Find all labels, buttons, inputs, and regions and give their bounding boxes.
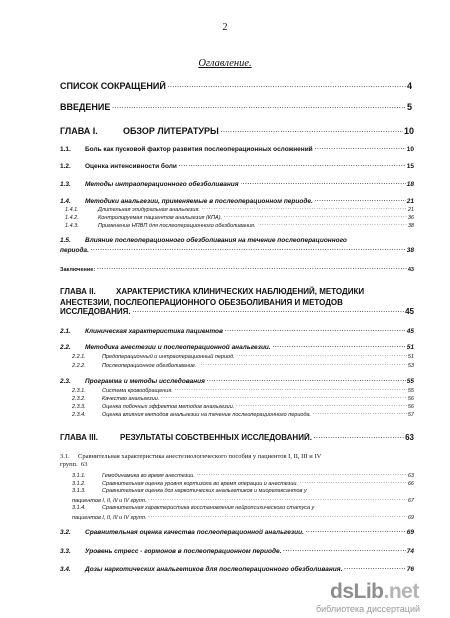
toc-entry-label: ОБЗОР ЛИТЕРАТУРЫ [123,126,219,136]
toc-entry-label: Методика анестезии и послеоперационной анальгезии. [85,344,271,351]
toc-entry-page: 63 [407,473,414,479]
toc-entry-page: 76 [406,566,414,573]
toc-entry-number: 2.3.2. [72,396,86,402]
toc-entry-number: ГЛАВА I. [60,126,98,136]
toc-entry[interactable] [72,352,414,360]
toc-entry-label: Методы интраоперационного обезболивания [85,181,239,188]
toc-entry-label: ХАРАКТЕРИСТИКА КЛИНИЧЕСКИХ НАБЛЮДЕНИЙ, МЕТОДИКИ [116,287,365,296]
toc-entry-page: 51 [406,344,414,351]
toc-entry-number: 3.1.1. [72,473,86,479]
toc-entry-first-line [60,453,414,460]
toc-chapter[interactable] [60,433,414,442]
toc-entry-label: Сравнительная характеристика анестезиологического пособия у пациентов I, II, III и IV [78,453,322,460]
toc-entry-label-cont: пациентов I, II, III и IV групп. [72,515,147,521]
toc-chapter-title [60,286,414,308]
toc-entry-page: 45 [406,328,414,335]
toc-entry-label: Длительная эпидуральная анальгезия. [98,207,200,213]
toc-entry-page: 51 [407,354,414,360]
toc-entry-label: Сравнительная оценка уровня кортизола во время операции и анестезии. [102,481,298,487]
toc-entry-page: 56 [407,396,414,402]
toc-entry[interactable] [60,246,414,254]
toc-entry-number: 1.4. [60,198,71,205]
toc-entry-page: 66 [407,481,414,487]
toc-entry-page: 36 [407,215,414,221]
toc-entry-number: 1.4.1. [65,207,79,213]
page-number: 2 [222,22,228,33]
toc-entry-label: Оценка интенсивности боли [85,163,177,170]
toc-entry-label: Программа и методы исследования [85,378,205,385]
toc-entry-page: 53 [407,363,414,369]
toc-entry-label: Оценка влияния методов анальгезии на течение послеоперационного периода. [102,412,312,418]
toc-entry[interactable] [72,361,414,369]
toc-entry-number: 2.2.2. [72,363,86,369]
toc-entry-page: 69 [406,529,414,536]
toc-entry-page: 43 [407,267,414,273]
toc-entry[interactable] [60,180,414,188]
toc-entry-label: СПИСОК СОКРАЩЕНИЙ [60,81,166,91]
toc-entry-label: Сравнительная оценка качества послеоперационной анальгезии. [85,529,304,536]
toc-entry-number: 2.2.1. [72,354,86,360]
toc-title: Оглавление. [198,58,252,69]
toc-entry-page: 38 [406,247,414,254]
toc-entry-label-cont: ИССЛЕДОВАНИЯ. [60,307,131,316]
toc-entry[interactable] [60,81,412,91]
toc-entry-number: 2.3.1. [72,388,86,394]
toc-entry-page: 55 [407,388,414,394]
toc-entry-page: 45 [405,307,414,316]
toc-entry-page: 57 [407,412,414,418]
toc-entry-page: 74 [406,548,414,555]
toc-entry-number: 3.2. [60,529,71,536]
toc-entry-page: 15 [406,163,414,170]
toc-entry-label-cont: групп. [60,461,78,468]
toc-entry-number: ГЛАВА II. [60,287,96,296]
toc-entry-number: 3.3. [60,548,71,555]
toc-entry[interactable] [60,265,414,273]
toc-entry-number: 1.1. [60,146,71,153]
toc-entry-label: Система кровообращения. [102,388,173,394]
toc-entry-number: 1.4.3. [65,223,79,229]
toc-chapter[interactable] [60,126,414,136]
toc-entry[interactable] [65,221,414,229]
toc-entry-number: 1.5. [60,237,71,244]
toc-entry-label: Сравнительная характеристика восстановления нейропсихического статуса у [102,505,315,511]
toc-entry-label: РЕЗУЛЬТАТЫ СОБСТВЕННЫХ ИССЛЕДОВАНИЙ. [120,433,312,442]
toc-entry-label: Дозы наркотических анальгетиков для послеоперационного обезболивания. [85,566,343,573]
watermark-subtitle: библиотека диссертаций [316,604,421,614]
toc-entry-page: 55 [406,378,414,385]
toc-entry[interactable] [72,410,414,418]
toc-entry-page: 4 [406,81,412,91]
toc-entry[interactable] [72,394,414,402]
toc-entry-number: 3.1.2. [72,481,86,487]
toc-entry[interactable] [65,205,414,213]
toc-entry-label: Заключение: [60,267,96,273]
toc-entry-label: Качество анальгезии. [102,396,160,402]
toc-entry-page: 10 [406,146,414,153]
toc-entry[interactable] [72,386,414,394]
toc-entry-label: Контролируемая пациентом анальгезия (КПА). [98,215,223,221]
toc-entry-label: Влияние послеоперационного обезболивания на течение послеоперационного [85,237,347,244]
toc-entry-label: Гемодинамика во время анестезии. [102,473,195,479]
toc-entry[interactable] [60,145,414,153]
toc-entry[interactable] [72,513,414,521]
toc-entry-page: 5 [406,102,412,112]
toc-entry[interactable] [60,102,412,112]
toc-entry-first-line [72,505,414,511]
toc-entry-number: 2.3.4. [72,412,86,418]
toc-entry-number: 1.3. [60,181,71,188]
toc-chapter[interactable] [60,307,414,316]
toc-entry-page: 18 [406,181,414,188]
toc-entry-page: 21 [406,198,414,205]
toc-entry-number: 2.3. [60,378,71,385]
toc-entry-number: 3.1.3. [72,488,86,494]
toc-entry-number: 2.2. [60,344,71,351]
toc-entry-label-cont: АНЕСТЕЗИИ, ПОСЛЕОПЕРАЦИОННОГО ОБЕЗБОЛИВАНИЯ И МЕТОДОВ [60,298,343,307]
toc-entry-number: 2.3.3. [72,404,86,410]
toc-entry-first-line [60,237,414,244]
toc-entry-page: 67 [407,498,414,504]
toc-entry[interactable] [60,565,414,573]
toc-entry-label-cont: пациентов I, II, III и IV групп. [72,498,147,504]
toc-entry-page: 63 [80,461,88,468]
toc-entry-page: 69 [407,515,414,521]
toc-entry-label: Методики анальгезии, применяемые в послеоперационном периоде. [85,198,313,205]
toc-entry-number: 3.1. [60,453,70,460]
toc-entry[interactable] [60,377,414,385]
toc-entry-page: 63 [405,433,414,442]
toc-entry-label: ВВЕДЕНИЕ [60,102,111,112]
toc-entry-number: 1.2. [60,163,71,170]
toc-entry[interactable] [60,343,414,351]
toc-entry[interactable] [60,547,414,555]
toc-entry[interactable] [72,402,414,410]
toc-entry[interactable] [65,213,414,221]
toc-entry-page: 38 [407,223,414,229]
toc-entry-label: Применение НПВП для послеоперационного обезболивания. [98,223,256,229]
watermark-logo: dsLib.net [330,580,419,603]
toc-entry-label: Уровень стресс - гормонов в послеоперационном периоде. [85,548,282,555]
toc-entry-label: Оценка побочных эффектов методов анальгезии. [102,404,235,410]
toc-entry[interactable] [72,496,414,504]
toc-entry-page: 56 [407,404,414,410]
toc-entry-number: 2.1. [60,328,71,335]
toc-entry[interactable] [60,162,414,170]
toc-entry[interactable] [60,327,414,335]
toc-entry-number: 3.1.4. [72,505,86,511]
toc-entry-label: Боль как пусковой фактор развития послеоперационных осложнений [85,146,313,153]
toc-entry-label: Клиническая характеристика пациентов [85,328,223,335]
toc-entry[interactable] [60,528,414,536]
toc-entry-number: ГЛАВА III. [60,433,98,442]
toc-entry-first-line [72,488,414,494]
toc-entry-number: 3.4. [60,566,71,573]
toc-entry[interactable] [60,461,414,468]
toc-entry-number: 1.4.2. [65,215,79,221]
toc-entry[interactable] [72,479,414,487]
toc-entry[interactable] [72,471,414,479]
toc-entry-label: Предоперационный и интраоперационный период. [102,354,235,360]
toc-entry-page: 21 [407,207,414,213]
toc-entry[interactable] [60,197,414,205]
toc-entry-label: Сравнительная оценка доз наркотических анальгетиков и миорелаксантов у [102,488,307,494]
toc-entry-label: Послеоперационное обезболивание. [102,363,197,369]
toc-entry-page: 10 [403,126,414,136]
toc-entry-label-cont: периода. [60,247,89,254]
